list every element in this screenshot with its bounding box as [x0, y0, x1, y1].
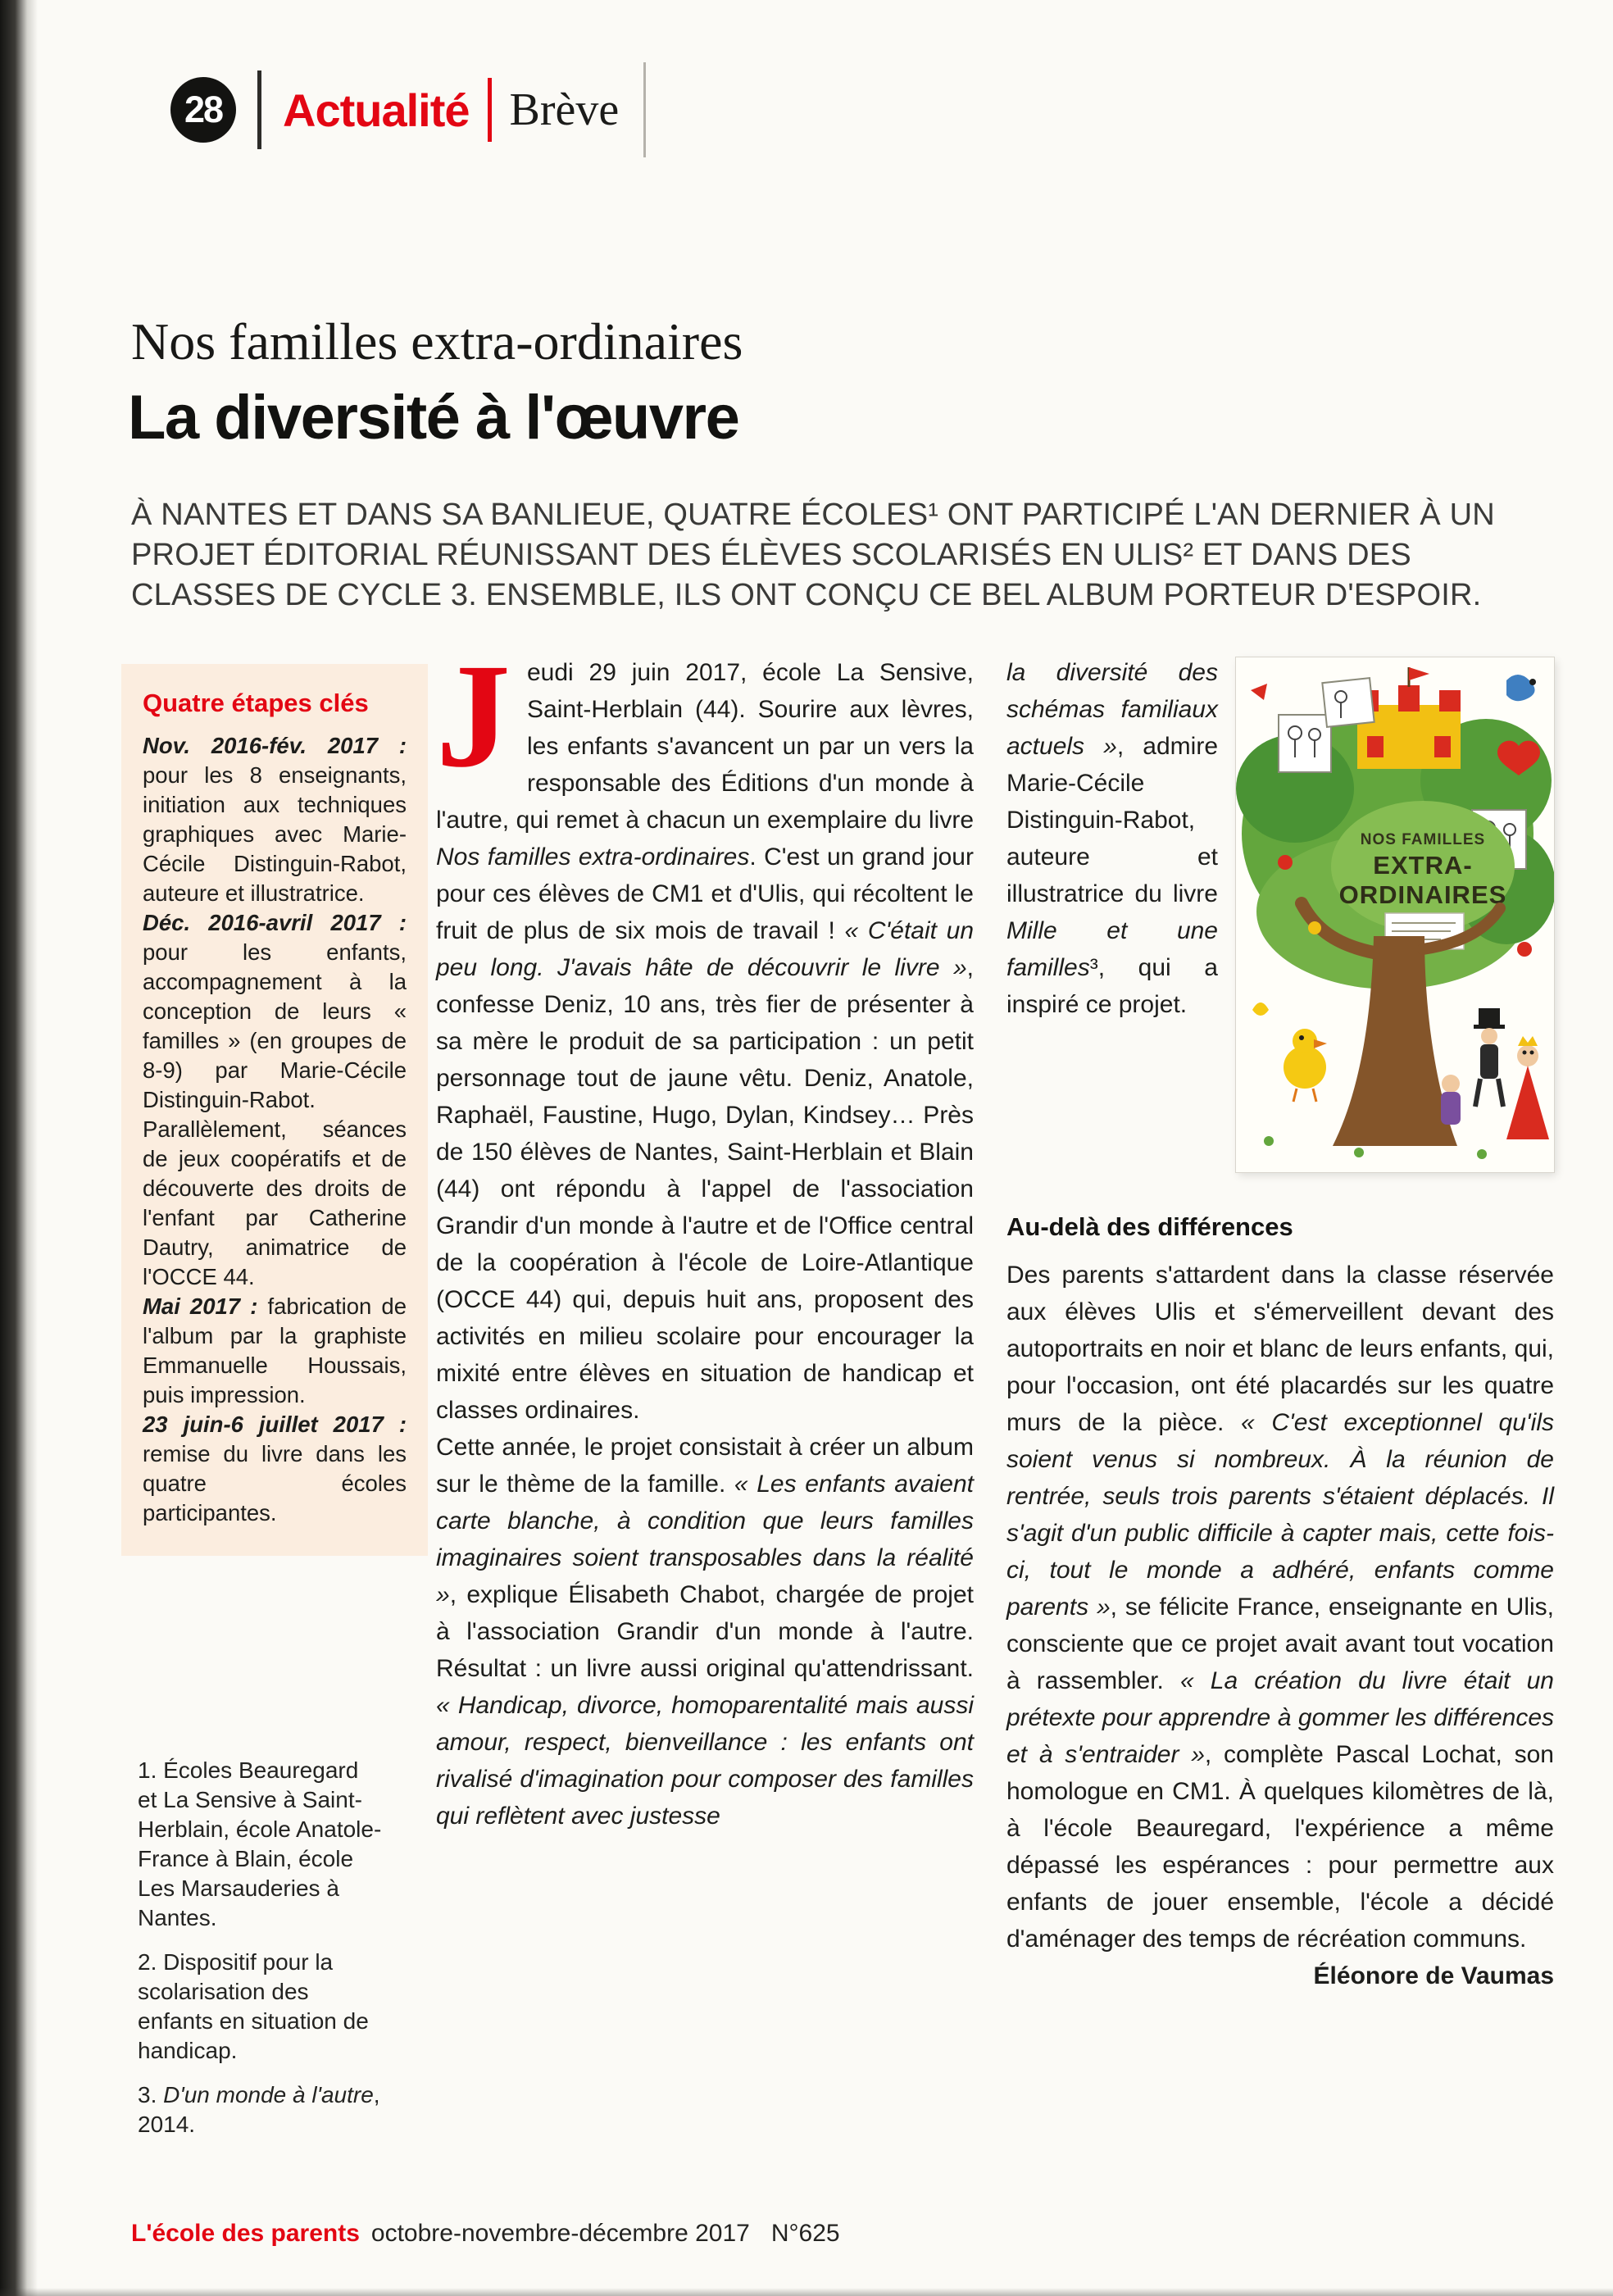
key-steps-sidebar — [121, 664, 428, 1556]
sidebar-entry-text: remise du livre dans les quatre écoles participantes. — [143, 1441, 407, 1525]
wrap-paragraph-text: la diversité des schémas familiaux actuels », admire Marie-Cécile Distinguin-Rabot, auteure et illustratrice du livre Mille et une familles³, qui a inspiré ce projet. — [1006, 659, 1219, 1018]
sidebar-entry — [143, 1292, 407, 1410]
sidebar-entry-text: fabrication de l'album par la graphiste Emmanuelle Houssais, puis impression. — [143, 1293, 407, 1407]
paragraph-3-text: Des parents s'attardent dans la classe réservée aux élèves Ulis et s'émerveillent devant des autoportraits en noir et blanc de leurs enfants, qui, pour l'occasion, ont été placardés sur les quatre murs de la pièce. « C'est exceptionnel qu'ils soient venus si nombreux. À la réunion de rentrée, seuls trois parents s'étaient déplacés. Il s'agit d'un public difficile à capter mais, cette fois-ci, tout le monde a adhéré, enfants comme parents », se félicite France, enseignante en Ulis, consciente que ce projet avait avant tout vocation à rassembler. « La création du livre était un prétexte pour apprendre à gommer les différences et à s'entraider », complète Pascal Lochat, son homologue en CM1. À quelques kilomètres de là, à l'école Beauregard, l'expérience a même dépassé les espérances : pour permettre aux enfants de jouer ensemble, l'école a décidé d'aménager des temps de récréation communs. — [1006, 1262, 1554, 1953]
page-title: La diversité à l'œuvre — [128, 383, 739, 452]
footnote-3: 3. D'un monde à l'autre, 2014. — [138, 2082, 380, 2137]
page-header — [170, 62, 646, 157]
paragraph-2 — [436, 1429, 974, 1835]
section-label: Actualité — [283, 84, 470, 136]
kicker-title: Nos familles extra-ordinaires — [131, 312, 743, 371]
issue-date: octobre-novembre-décembre 2017 — [370, 2220, 750, 2247]
paragraph-1-text: eudi 29 juin 2017, école La Sensive, Saint-Herblain (44). Sourire aux lèvres, les enfants s'avancent un par un vers la responsable des Éditions d'un monde à l'autre, qui remet à chacun un exemplaire du livre Nos familles extra-ordinaires. C'est un grand jour pour ces élèves de CM1 et d'Ulis, qui récoltent le fruit de plus de six mois de travail ! « C'était un peu long. J'avais hâte de découvrir le livre », confesse Deniz, 10 ans, très fier de présenter à sa mère le produit de sa participation : un petit personnage tout de jaune vêtu. Deniz, Anatole, Raphaël, Faustine, Hugo, Dylan, Kindsey… Près de 150 élèves de Nantes, Saint-Herblain et Blain (44) ont répondu à l'appel de l'association Grandir d'un monde à l'autre et de l'Office central de la coopération à l'école de Loire-Atlantique (OCCE 44) qui, depuis huit ans, proposent des activités en milieu scolaire pour encourager la mixité entre élèves en situation de handicap et classes ordinaires. — [436, 659, 974, 1424]
header-divider-red — [488, 78, 492, 142]
page-number-badge: 28 — [170, 77, 236, 143]
issue-number: N°625 — [770, 2220, 840, 2247]
book-title-line2: EXTRA- — [1373, 851, 1473, 880]
drop-cap: J — [436, 634, 511, 798]
sidebar-entry — [143, 1410, 407, 1528]
sidebar-entry-date: Mai 2017 : — [143, 1293, 258, 1319]
subheading: Au-delà des différences — [1006, 1212, 1293, 1241]
book-cover-illustration — [1236, 657, 1554, 1172]
footnotes — [138, 1756, 384, 2154]
article-column-middle — [436, 634, 974, 1835]
paragraph-1 — [436, 634, 974, 1429]
sidebar-entry — [143, 908, 407, 1292]
scan-bottom-shadow — [0, 2288, 1613, 2296]
book-title-line3: ORDINAIRES — [1338, 880, 1507, 909]
sidebar-entry — [143, 731, 407, 908]
header-divider-gray — [643, 62, 646, 157]
sidebar-entry-date: Déc. 2016-avril 2017 : — [143, 910, 407, 935]
footnote-1: 1. Écoles Beauregard et La Sensive à Saint-Herblain, école Anatole-France à Blain, école Les Marsauderies à Nantes. — [138, 1757, 382, 1930]
footnote-2: 2. Dispositif pour la scolarisation des enfants en situation de handicap. — [138, 1949, 369, 2063]
book-cover-image — [1236, 657, 1554, 1172]
paragraph-3 — [1006, 1257, 1554, 1989]
header-divider — [257, 70, 261, 149]
sidebar-entry-text: pour les 8 enseignants, initiation aux techniques graphiques avec Marie-Cécile Distinguin-Rabot, auteure et illustratrice. — [143, 762, 407, 906]
sidebar-entry-date: Nov. 2016-fév. 2017 : — [143, 733, 407, 758]
sidebar-entry-date: 23 juin-6 juillet 2017 : — [143, 1412, 407, 1437]
scan-edge-shadow — [0, 0, 38, 2296]
subsection-label: Brève — [509, 84, 620, 135]
article-column-right — [1006, 654, 1554, 1994]
standfirst: À NANTES ET DANS SA BANLIEUE, QUATRE ÉCOLES¹ ONT PARTICIPÉ L'AN DERNIER À UN PROJET ÉDITORIAL RÉUNISSANT DES ÉLÈVES SCOLARISÉS EN ULIS² ET DANS DES CLASSES DE CYCLE 3. ENSEMBLE, ILS ONT CONÇU CE BEL ALBUM PORTEUR D'ESPOIR. — [131, 498, 1495, 612]
book-title-line1: NOS FAMILLES — [1360, 831, 1486, 848]
page-footer — [131, 2220, 840, 2248]
sidebar-entry-text: pour les enfants, accompagnement à la conception de leurs « familles » (en groupes de 8-9) par Marie-Cécile Distinguin-Rabot. Parallèlement, séances de jeux coopératifs et de découverte des droits de l'enfant par Catherine Dautry, animatrice de l'OCCE 44. — [143, 939, 407, 1289]
magazine-name: L'école des parents — [131, 2220, 360, 2247]
paragraph-2-text: Cette année, le projet consistait à créer un album sur le thème de la famille. « Les enfants avaient carte blanche, à condition que leurs familles imaginaires soient transposables dans la réalité », explique Élisabeth Chabot, chargée de projet à l'association Grandir d'un monde à l'autre. Résultat : un livre aussi original qu'attendrissant. « Handicap, divorce, homoparentalité mais aussi amour, respect, bienveillance : les enfants ont rivalisé d'imagination pour composer des familles qui reflètent avec justesse — [436, 1434, 974, 1830]
author-byline: Éléonore de Vaumas — [1313, 1962, 1554, 1989]
sidebar-title: Quatre étapes clés — [143, 689, 369, 717]
